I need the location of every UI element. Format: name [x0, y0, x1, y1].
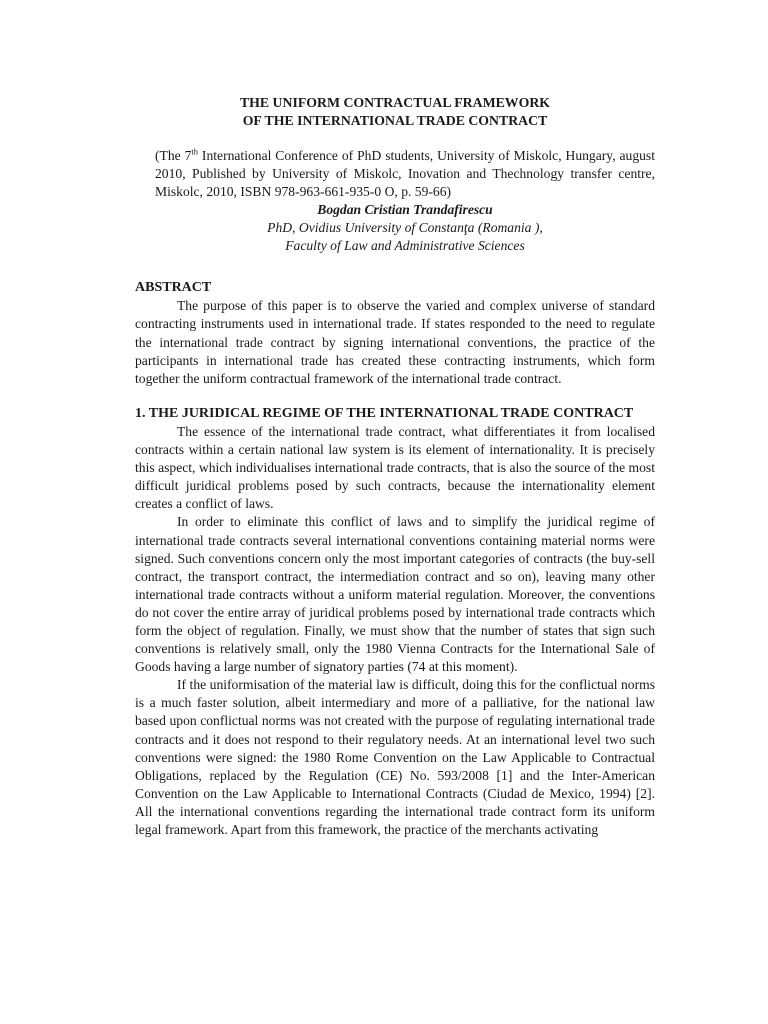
section-1-heading: 1. THE JURIDICAL REGIME OF THE INTERNATIONAL TRADE CONTRACT: [135, 405, 634, 421]
citation-prefix: (The 7: [155, 148, 192, 163]
section-1-paragraph: The essence of the international trade contract, what differentiates it from localised contracts within a certain national law system is its element of internationality. It is precisely this aspect, which individualises international trade contracts, that is also the source of the most difficult juridical problems posed by such contracts, because the internationality element creates a conflict of laws.: [135, 423, 655, 512]
abstract-heading: ABSTRACT: [135, 280, 212, 296]
affiliation-line-1: PhD, Ovidius University of Constanţa (Romania ),: [267, 220, 543, 236]
section-1-paragraph: In order to eliminate this conflict of laws and to simplify the juridical regime of international trade contracts several international conventions containing material norms were signed. Such conventions concern only the most important categories of contracts (the buy-sell contract, the transport contract, the intermediation contract and so on), leaving many other international trade contracts without a uniform material regulation. Moreover, the conventions do not cover the entire array of juridical problems posed by international trade contracts which form the object of regulation. Finally, we must show that the number of states that sign such conventions is relatively small, only the 1980 Vienna Contracts for the International Sale of Goods having a large number of signatory parties (74 at this moment).: [135, 514, 655, 675]
title-line-1: THE UNIFORM CONTRACTUAL FRAMEWORK: [239, 95, 551, 110]
section-1-paragraph: If the uniformisation of the material law is difficult, doing this for the conflictual norms is a much faster solution, albeit intermediary and more of a palliative, for the national law based upon conflictual norms was not created with the purpose of regulating international trade contracts and it does not respond to their regulatory needs. At an international level two such conventions were signed: the 1980 Rome Convention on the Law Applicable to Contractual Obligations, replaced by the Regulation (CE) No. 593/2008 [1] and the Inter-American Convention on the Law Applicable to International Contracts (Ciudad de Mexico, 1994) [2]. All the international conventions regarding the international trade contract form its uniform legal framework. Apart from this framework, the practice of the merchants activating: [135, 677, 655, 837]
document-page: [135, 94, 655, 839]
affiliation-line-2: Faculty of Law and Administrative Sciences: [285, 238, 525, 254]
citation-superscript: th: [191, 146, 199, 157]
author-name: Bogdan Cristian Trandafirescu: [317, 202, 493, 217]
citation: [155, 147, 655, 201]
abstract-text: The purpose of this paper is to observe the varied and complex universe of standard contracting instruments used in international trade. If states responded to the need to regulate the international trade contract by signing international conventions, the practice of the participants in international trade has created these contracting instruments, which form together the uniform contractual framework of the international trade contract.: [135, 298, 655, 386]
citation-body: International Conference of PhD students, University of Miskolc, Hungary, august 2010, Published by University of Miskolc, Inovation and Thechnology transfer centre, Miskolc, 2010, ISBN 978-963-661-935-0 O, p. 59-66): [155, 148, 656, 199]
title-line-2: OF THE INTERNATIONAL TRADE CONTRACT: [242, 113, 548, 128]
